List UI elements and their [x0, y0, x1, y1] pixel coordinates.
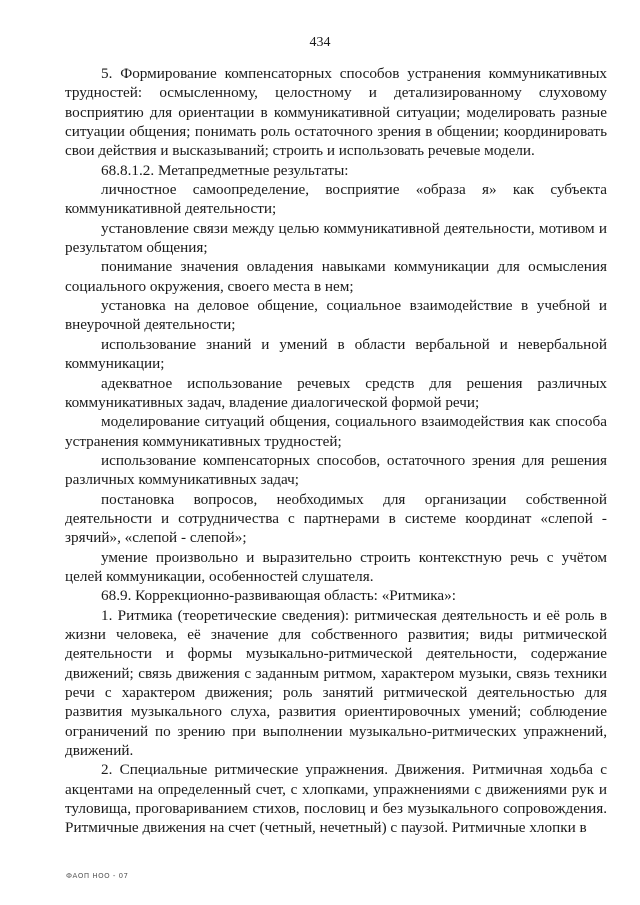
body-text — [65, 64, 607, 838]
paragraph-rhythmics-theory: 1. Ритмика (теоретические сведения): ритмическая деятельность и её роль в жизни человека, её значение для собственного развития; виды ритмической деятельности и формы музыкально-ритмической деятельности, содержание движений; связь движения с заданным ритмом, характером музыки, связь техники речи с характером движения; роль занятий ритмической деятельностью для развития музыкального слуха, развития ориентировочных умений; соблюдение ограничений по зрению при выполнении музыкально-ритмических упражнений, движений. — [65, 606, 607, 760]
list-item: использование компенсаторных способов, остаточного зрения для решения различных коммуникативных задач; — [65, 451, 607, 489]
list-item: использование знаний и умений в области вербальной и невербальной коммуникации; — [65, 335, 607, 373]
section-heading-metasubject: 68.8.1.2. Метапредметные результаты: — [101, 161, 349, 179]
list-item: адекватное использование речевых средств для решения различных коммуникативных задач, владение диалогической формой речи; — [65, 374, 607, 411]
list-item: моделирование ситуаций общения, социального взаимодействия как способа устранения коммуникативных трудностей; — [65, 413, 607, 450]
list-item: понимание значения овладения навыками коммуникации для осмысления социального окружения, своего места в нем; — [65, 258, 607, 295]
footer-stamp: ФАОП НОО - 07 — [66, 872, 129, 880]
list-item: умение произвольно и выразительно строить контекстную речь с учётом целей коммуникации, особенностей слушателя. — [65, 548, 607, 585]
page-number: 434 — [309, 35, 331, 50]
list-item: установка на деловое общение, социальное взаимодействие в учебной и внеурочной деятельности; — [65, 297, 607, 334]
paragraph-rhythmic-exercises: 2. Специальные ритмические упражнения. Движения. Ритмичная ходьба с акцентами на определенный счет, с хлопками, упражнениями с движениями рук и туловища, проговариванием стихов, пословиц и без музыкального сопровождения. Ритмичные движения на счет (четный, нечетный) с паузой. Ритмичные хлопки в — [65, 761, 607, 837]
list-item: личностное самоопределение, восприятие «образа я» как субъекта коммуникативной деятельности; — [65, 181, 607, 218]
section-heading-rhythmics: 68.9. Коррекционно-развивающая область: «Ритмика»: — [101, 587, 456, 605]
list-item: постановка вопросов, необходимых для организации собственной деятельности и сотрудничества с партнерами в системе координат «слепой - зрячий», «слепой - слепой»; — [65, 490, 607, 547]
paragraph-item-5-compensatory: 5. Формирование компенсаторных способов устранения коммуникативных трудностей: осмысленному, целостному и детализированному слуховому восприятию для ориентации в коммуникативной ситуации; моделировать разные ситуации общения; понимать роль остаточного зрения в общении; координировать свои действия и высказываний; строить и использовать речевые модели. — [65, 65, 607, 160]
list-item: установление связи между целью коммуникативной деятельности, мотивом и результатом общения; — [65, 219, 607, 257]
